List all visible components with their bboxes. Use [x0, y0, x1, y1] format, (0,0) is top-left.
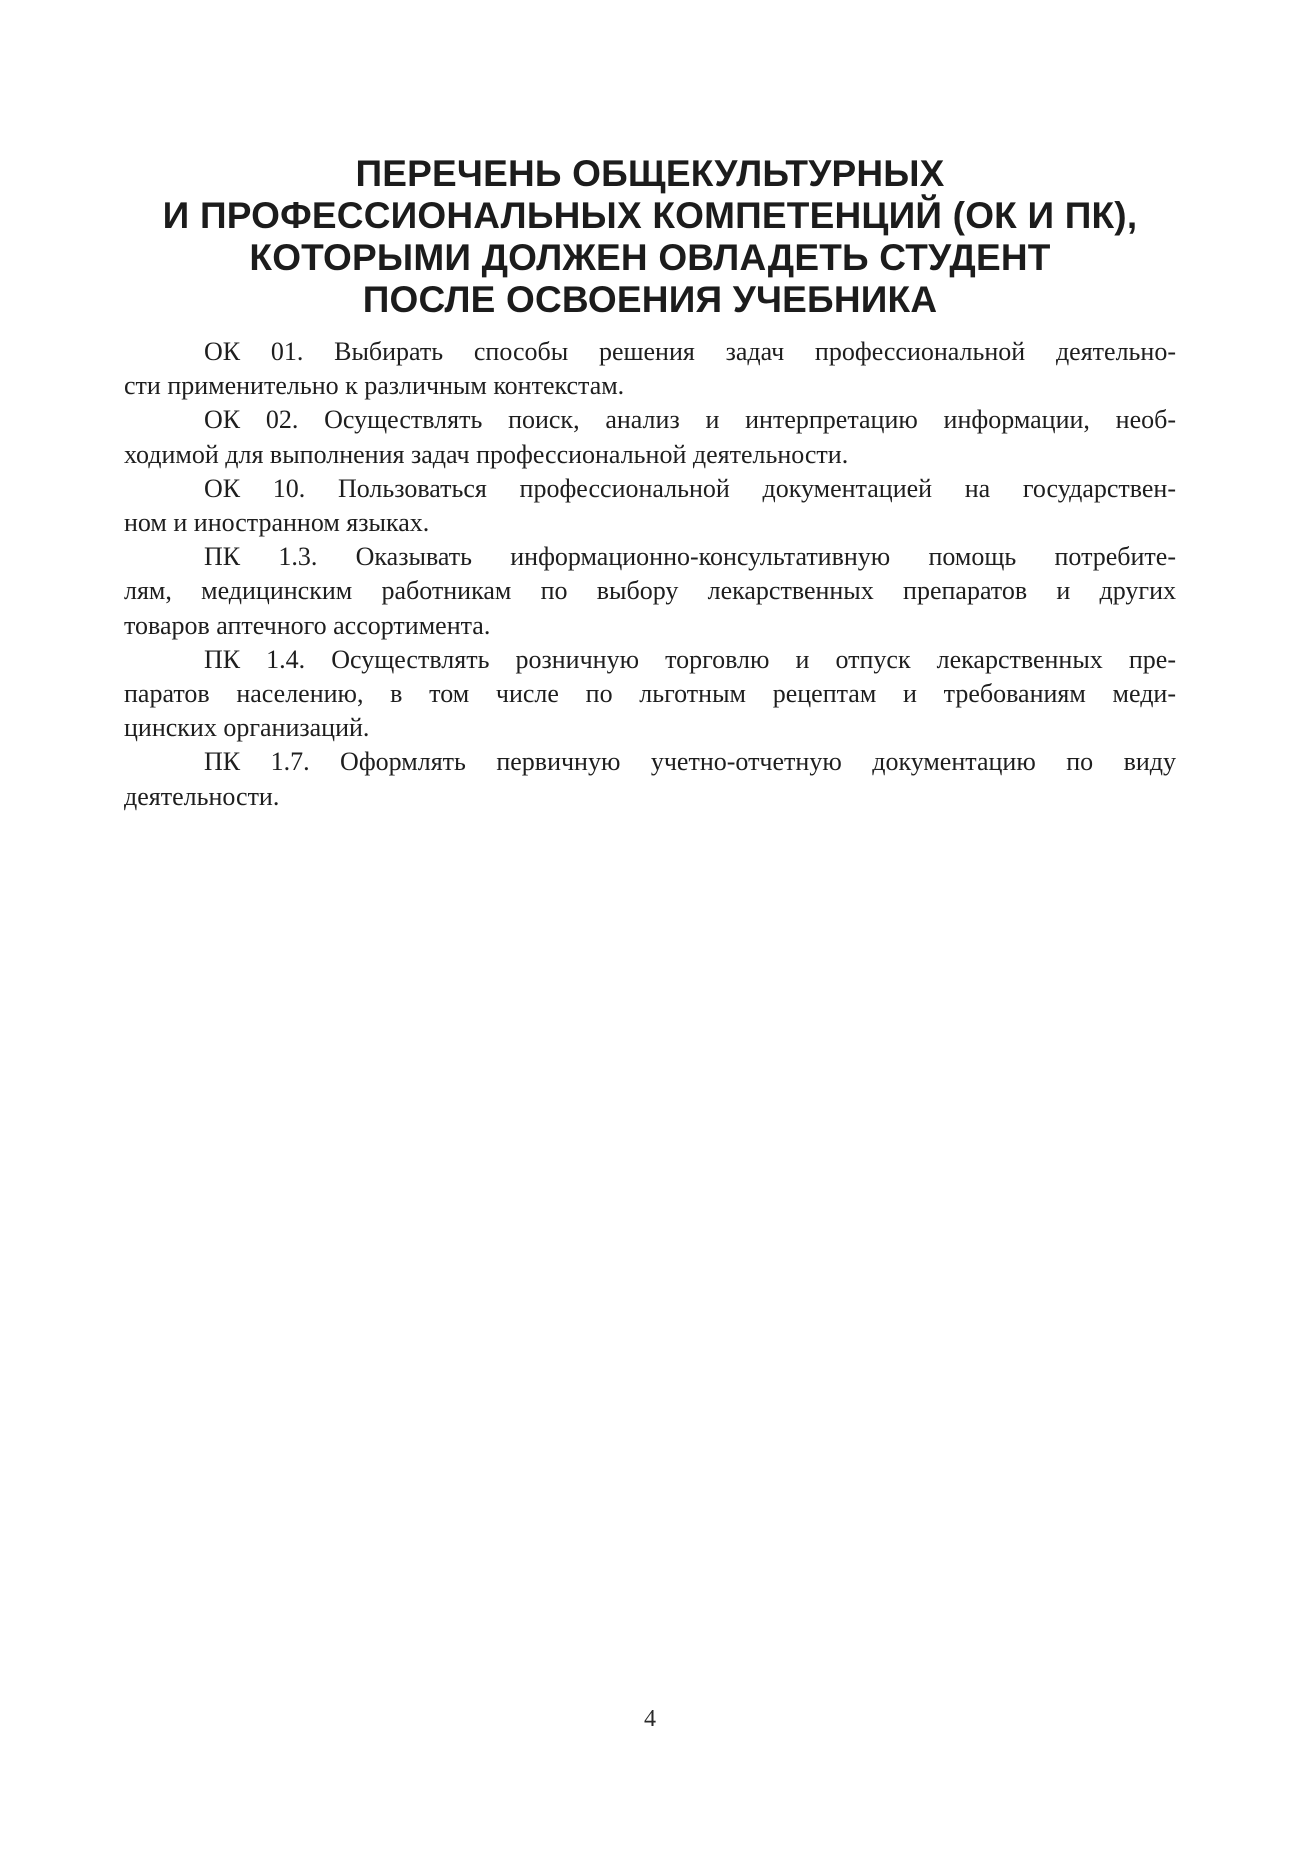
text-line: ном и иностранном языках. [124, 508, 430, 538]
heading-line: КОТОРЫМИ ДОЛЖЕН ОВЛАДЕТЬ СТУДЕНТ [249, 236, 1051, 278]
text-line: ОК 02. Осуществлять поиск, анализ и интерпретацию информации, необ- [204, 405, 1176, 435]
competency-ok-10 [124, 472, 1176, 540]
text-line: паратов населению, в том числе по льготным рецептам и требованиям меди- [124, 679, 1176, 709]
section-heading [120, 153, 1180, 321]
text-line: товаров аптечного ассортимента. [124, 610, 491, 640]
competency-ok-01 [124, 335, 1176, 403]
heading-line: ПЕРЕЧЕНЬ ОБЩЕКУЛЬТУРНЫХ [355, 152, 945, 194]
text-line: ПК 1.7. Оформлять первичную учетно-отчетную документацию по виду [204, 747, 1176, 777]
competency-pk-1-4 [124, 643, 1176, 746]
text-line: деятельности. [124, 781, 280, 811]
competency-list [124, 335, 1176, 814]
text-line: цинских организаций. [124, 713, 370, 743]
text-line: лям, медицинским работникам по выбору лекарственных препаратов и других [124, 576, 1176, 606]
text-line: ОК 01. Выбирать способы решения задач профессиональной деятельно- [204, 337, 1176, 366]
text-line: ходимой для выполнения задач профессиональной деятельности. [124, 439, 849, 469]
heading-line: И ПРОФЕССИОНАЛЬНЫХ КОМПЕТЕНЦИЙ (ОК И ПК), [162, 194, 1138, 236]
competency-pk-1-7 [124, 745, 1176, 813]
competency-ok-02 [124, 403, 1176, 471]
competency-pk-1-3 [124, 540, 1176, 643]
text-line: ОК 10. Пользоваться профессиональной документацией на государствен- [204, 473, 1176, 503]
page-number: 4 [644, 1706, 656, 1732]
text-line: ПК 1.3. Оказывать информационно-консультативную помощь потребите- [204, 542, 1176, 572]
text-line: сти применительно к различным контекстам. [124, 371, 625, 401]
text-line: ПК 1.4. Осуществлять розничную торговлю и отпуск лекарственных пре- [204, 644, 1176, 674]
heading-line: ПОСЛЕ ОСВОЕНИЯ УЧЕБНИКА [362, 278, 938, 320]
